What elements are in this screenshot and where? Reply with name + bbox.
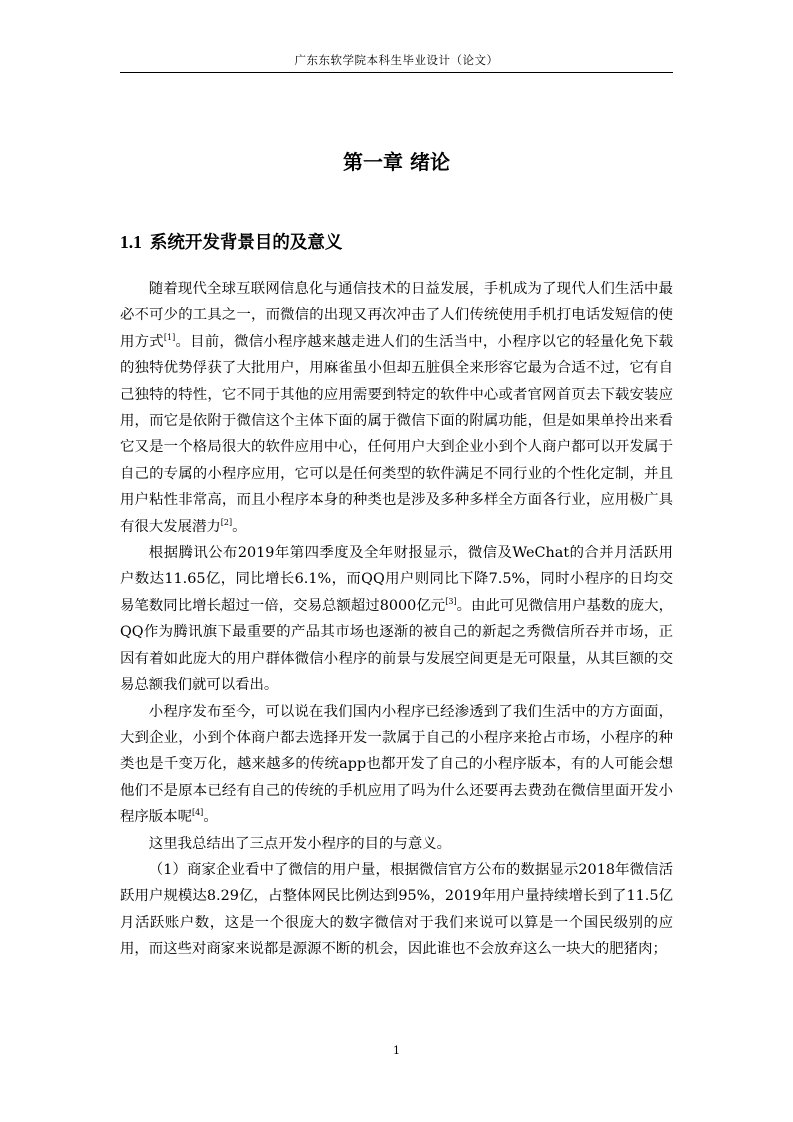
paragraph-text: 小程序发布至今，可以说在我们国内小程序已经渗透到了我们生活中的方方面面，大到企业，小到个体商户都去选择开发一款属于自己的小程序来抢占市场，小程序的种类也是千变万化，越来越多的传统app也都开发了自己的小程序版本，有的人可能会想他们不是原本已经有自己的传统的手机应用了吗为什么还要再去费劲在微信里面开发小程序版本呢	[120, 703, 673, 826]
section-heading: 系统开发背景目的及意义	[149, 233, 343, 253]
paragraph-text: 。	[232, 518, 247, 535]
citation-1: [1]	[163, 332, 176, 342]
paragraph-text: 。由此可见微信用户基数的庞大，QQ作为腾讯旗下最重要的产品其市场也逐渐的被自己的新起之秀微信所吞并市场，正因有着如此庞大的用户群体微信小程序的前景与发展空间更是无可限量，从其巨额的交易总额我们就可以看出。	[120, 597, 673, 694]
body-text	[120, 276, 673, 963]
running-header: 广东东软学院本科生毕业设计（论文）	[294, 53, 499, 67]
header-rule	[120, 72, 673, 73]
paragraph-text: 随着现代全球互联网信息化与通信技术的日益发展，手机成为了现代人们生活中最必不可少的工具之一，而微信的出现又再次冲击了人们传统使用手机打电话发短信的使用方式	[120, 281, 673, 350]
citation-2: [2]	[220, 517, 233, 527]
paragraph-1	[120, 276, 673, 540]
page-number: 1	[393, 1044, 400, 1057]
paragraph-2	[120, 540, 673, 698]
paragraph-text: 这里我总结出了三点开发小程序的目的与意义。	[148, 835, 452, 852]
paragraph-3	[120, 699, 673, 831]
paragraph-text: 。目前，微信小程序越来越走进人们的生活当中，小程序以它的轻量化免下载的独特优势俘获了大批用户，用麻雀虽小但却五脏俱全来形容它最为合适不过，它有自己独特的特性，它不同于其他的应用需要到特定的软件中心或者官网首页去下载安装应用，而它是依附于微信这个主体下面的属于微信下面的附属功能，但是如果单拎出来看它又是一个格局很大的软件应用中心，任何用户大到企业小到个人商户都可以开发属于自己的专属的小程序应用，它可以是任何类型的软件满足不同行业的个性化定制，并且用户粘性非常高，而且小程序本身的种类也是涉及多种多样全方面各行业，应用极广具有很大发展潜力	[120, 333, 673, 535]
paragraph-text: 。	[203, 809, 218, 826]
paragraph-4	[120, 831, 673, 857]
citation-4: [4]	[191, 808, 204, 818]
paragraph-text: 根据腾讯公布2019年第四季度及全年财报显示，微信及WeChat的合并月活跃用户数达11.65亿，同比增长6.1%，而QQ用户则同比下降7.5%，同时小程序的日均交易笔数同比增长超过一倍，交易总额超过8000亿元	[120, 545, 673, 614]
citation-3: [3]	[445, 596, 457, 606]
paragraph-text: （1）商家企业看中了微信的用户量，根据微信官方公布的数据显示2018年微信活跃用户规模达8.29亿，占整体网民比例达到95%，2019年用户量持续增长到了11.5亿月活跃账户数，这是一个很庞大的数字微信对于我们来说可以算是一个国民级别的应用，而这些对商家来说都是源源不断的机会，因此谁也不会放弃这么一块大的肥猪肉；	[120, 861, 673, 958]
chapter-title: 第一章 绪论	[343, 150, 450, 174]
section-title	[120, 229, 342, 254]
paragraph-5	[120, 857, 673, 963]
section-number: 1.1	[120, 232, 142, 252]
